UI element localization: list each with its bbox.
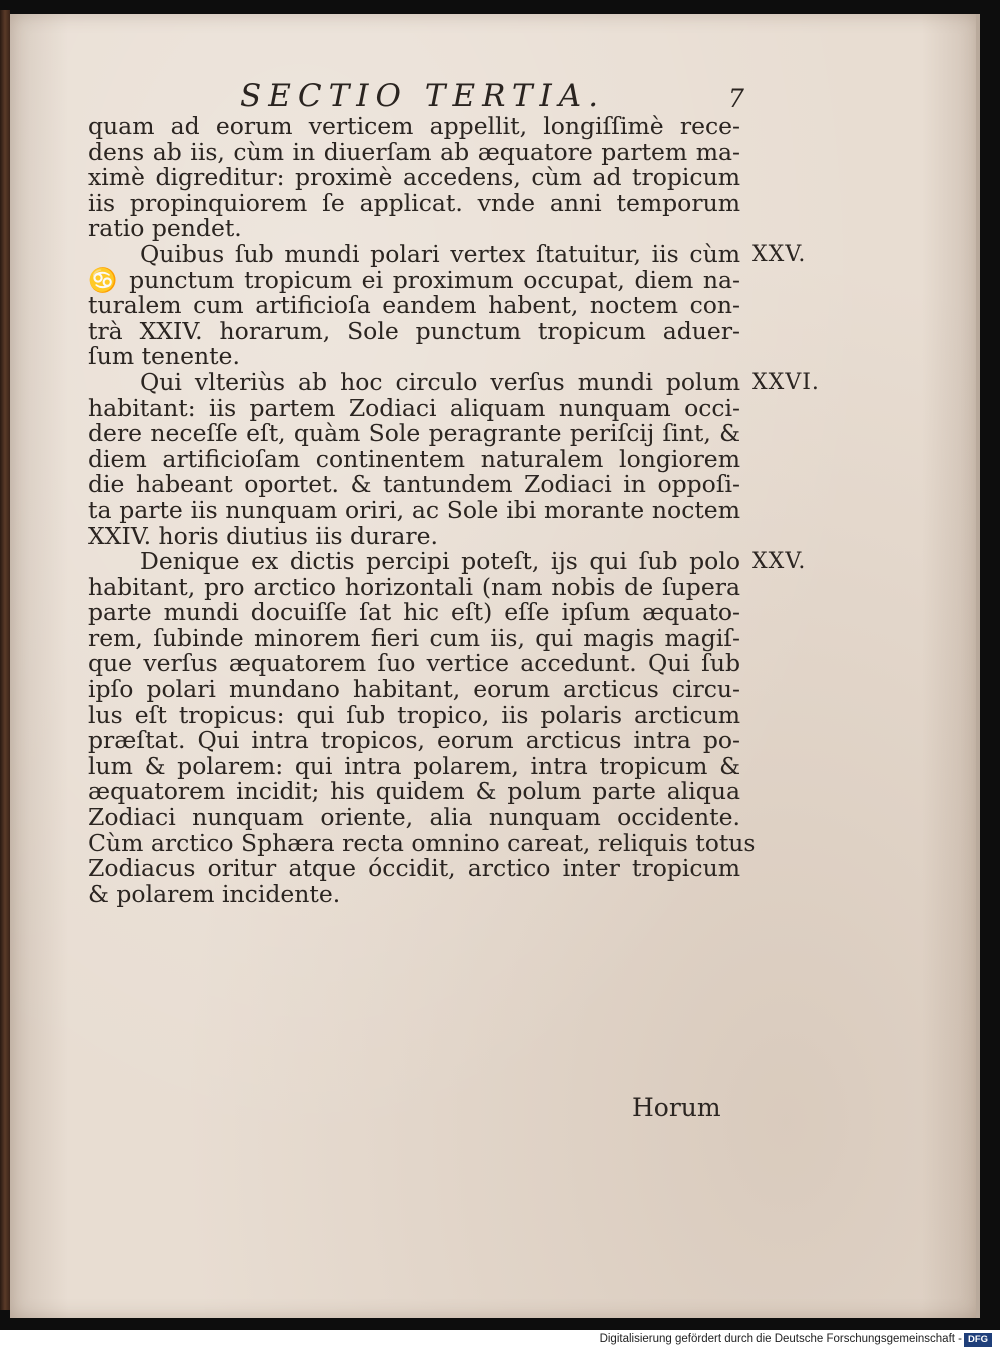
text-line: habitant, pro arctico horizontali (nam nobis de ſupera (88, 572, 740, 601)
text-line: Zodiaci nunquam oriente, alia nunquam occidente. (88, 803, 740, 832)
text-line: Qui vlteriùs ab hoc circulo verſus mundi polum (140, 367, 740, 396)
dfg-logo: DFG (964, 1333, 992, 1347)
text-line: turalem cum artificioſa eandem habent, noctem con- (88, 291, 740, 320)
text-line: ximè digreditur: proximè accedens, cùm ad tropicum (88, 163, 740, 192)
funding-credit: Digitalisierung gefördert durch die Deutsche Forschungsgemeinschaft - (599, 1333, 962, 1345)
page-number: 7 (728, 84, 744, 113)
running-head: SECTIO TERTIA. (240, 78, 606, 114)
text-line: ta parte iis nunquam oriri, ac Sole ibi morante noctem (88, 495, 740, 524)
text-line: lum & polarem: qui intra polarem, intra tropicum & (88, 751, 740, 780)
text-line: trà XXIV. horarum, Sole punctum tropicum aduer- (88, 316, 740, 345)
text-line: ipſo polari mundano habitant, eorum arcticus circu- (88, 675, 740, 704)
text-line: que verſus æquatorem ſuo vertice accedunt. Qui ſub (88, 649, 740, 678)
paragraph (88, 547, 807, 908)
text-line: quam ad eorum verticem appellit, longiſſimè rece- (88, 112, 740, 140)
page-body-text (88, 112, 820, 908)
text-line: ratio pendet. (88, 214, 242, 243)
text-line: XXIV. horis diutius iis durare. (88, 521, 439, 550)
text-line: æquatorem incidit; his quidem & polum parte aliqua (88, 777, 740, 806)
text-line: parte mundi docuiſſe ſat hic eſt) eſſe ipſum æquato- (88, 598, 740, 627)
page-edge (976, 14, 980, 1318)
text-line: Denique ex dictis percipi poteſt, ijs qui ſub polo (140, 547, 740, 576)
paragraph (88, 114, 740, 242)
text-line: dere neceſſe eſt, quàm Sole peragrante periſcij ſint, & (88, 419, 740, 448)
text-line: Zodiacus oritur atque óccidit, arctico inter tropicum (88, 854, 740, 883)
book-cover-edge (0, 10, 10, 1310)
text-line: Cùm arctico Sphæra recta omnino careat, reliquis totus (88, 828, 756, 857)
text-line: die habeant oportet. & tantundem Zodiaci in oppoſi- (88, 470, 740, 499)
catchword: Horum (632, 1093, 721, 1122)
text-line: diem artificioſam continentem naturalem longiorem (88, 444, 740, 473)
digitization-footer (0, 1330, 1000, 1351)
text-line: habitant: iis partem Zodiaci aliquam nunquam occi- (88, 393, 740, 422)
text-line: præſtat. Qui intra tropicos, eorum arcticus intra po- (88, 726, 740, 755)
text-line: ♋ punctum tropicum ei proximum occupat, diem na- (88, 265, 740, 294)
text-line: Quibus ſub mundi polari vertex ſtatuitur, iis cùm (140, 239, 740, 268)
text-line: ſum tenente. (88, 342, 240, 371)
paragraph (88, 239, 807, 371)
text-line: iis propinquiorem ſe applicat. vnde anni temporum (88, 188, 740, 217)
paragraph (88, 367, 820, 550)
text-line: rem, ſubinde minorem fieri cum iis, qui magis magiſ- (88, 623, 740, 652)
marginal-section-number: XXV. (752, 549, 807, 575)
text-line: dens ab iis, cùm in diuerſam ab æquatore partem ma- (88, 137, 740, 166)
text-line: & polarem incidente. (88, 879, 341, 908)
marginal-section-number: XXV. (752, 241, 807, 267)
text-line: lus eſt tropicus: qui ſub tropico, iis polaris arcticum (88, 700, 740, 729)
marginal-section-number: XXVI. (752, 369, 820, 395)
